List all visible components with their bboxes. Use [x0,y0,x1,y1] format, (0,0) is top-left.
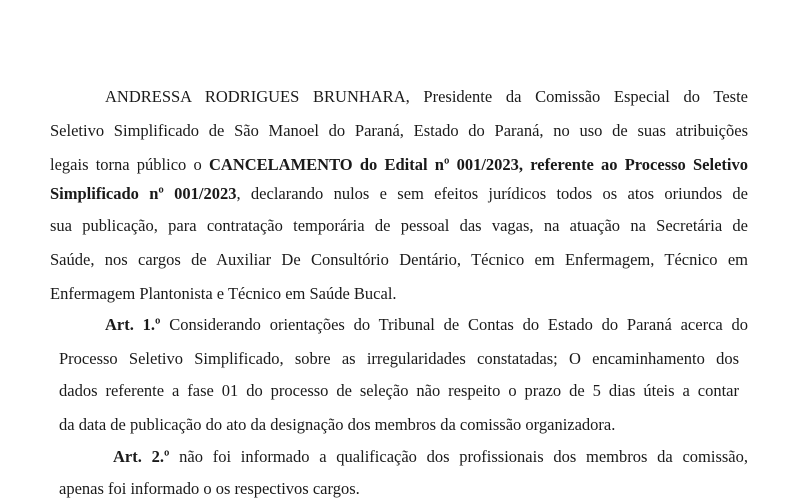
article-2-text-1: não foi informado a qualificação dos profissionais dos membros da comissão, [179,447,748,466]
article-1-line-4: da data de publicação do ato da designação dos membros da comissão organizadora. [59,415,616,434]
intro-line-3-text: legais torna público o [50,155,202,174]
article-2-label: Art. 2.º [113,447,170,466]
intro-line-6: Saúde, nos cargos de Auxiliar De Consultório Dentário, Técnico em Enfermagem, Técnico em [50,250,748,269]
intro-line-2: Seletivo Simplificado de São Manoel do Paraná, Estado do Paraná, no uso de suas atribuições [50,121,748,140]
article-1-text-1: Considerando orientações do Tribunal de Contas do Estado do Paraná acerca do [169,315,749,334]
article-1-line-1 [105,315,748,335]
intro-line-4-text: , declarando nulos e sem efeitos jurídicos todos os atos oriundos de [236,184,748,203]
intro-line-4 [50,184,748,204]
intro-line-5: sua publicação, para contratação temporária de pessoal das vagas, na atuação na Secretária de [50,216,748,235]
cancellation-heading: CANCELAMENTO do Edital nº 001/2023, referente ao Processo Seletivo [208,155,748,174]
article-1-line-2: Processo Seletivo Simplificado, sobre as irregularidades constatadas; O encaminhamento dos [59,349,739,368]
article-1-label: Art. 1.º [105,315,161,334]
intro-line-7: Enfermagem Plantonista e Técnico em Saúde Bucal. [50,284,397,303]
article-1-line-3: dados referente a fase 01 do processo de seleção não respeito o prazo de 5 dias úteis a contar [59,381,739,400]
article-2-line-2: apenas foi informado o os respectivos cargos. [59,479,360,498]
intro-line-3 [50,155,748,175]
intro-line-1: ANDRESSA RODRIGUES BRUNHARA, Presidente da Comissão Especial do Teste [105,87,748,106]
article-2-line-1 [113,447,748,467]
process-number: Simplificado nº 001/2023 [50,184,237,203]
